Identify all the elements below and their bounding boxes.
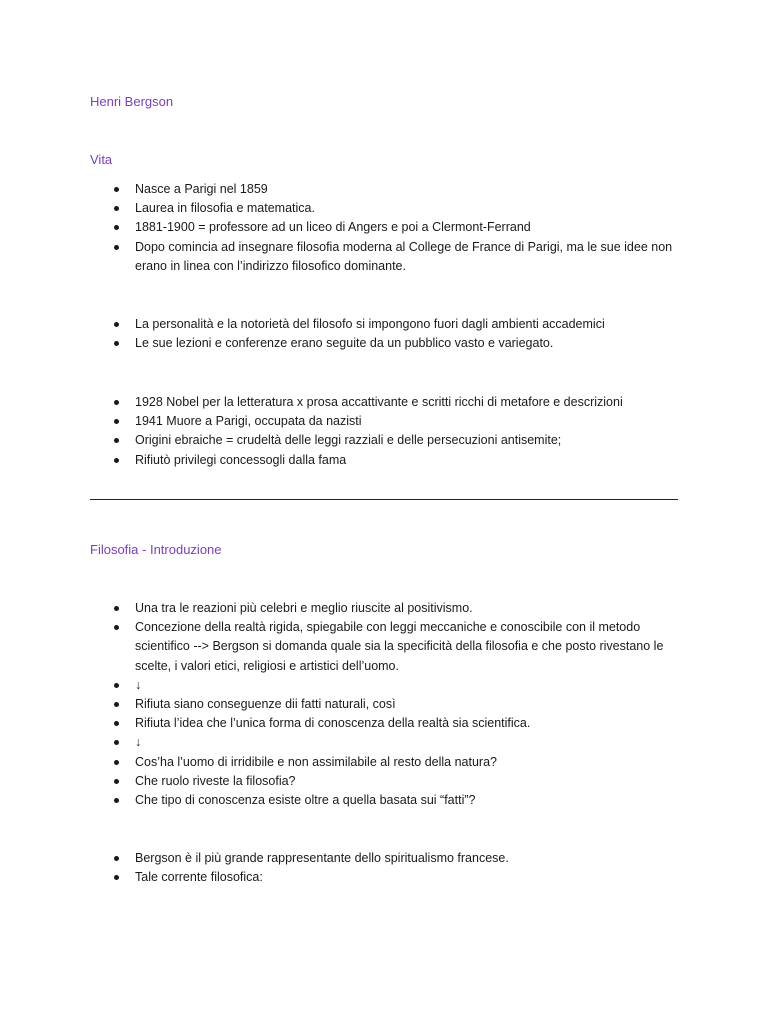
section-heading-vita: Vita (90, 152, 113, 167)
list-item: Dopo comincia ad insegnare filosofia moderna al College de France di Parigi, ma le sue idee non erano in linea con l’indirizzo filosofico dominante. (90, 238, 680, 276)
list-item: Che tipo di conoscenza esiste oltre a quella basata sui “fatti”? (90, 791, 680, 810)
section-heading-filosofia: Filosofia - Introduzione (90, 542, 222, 557)
list-item: Laurea in filosofia e matematica. (90, 199, 680, 218)
list-item: Origini ebraiche = crudeltà delle leggi razziali e delle persecuzioni antisemite; (90, 431, 680, 450)
list-item: Bergson è il più grande rappresentante dello spiritualismo francese. (90, 849, 680, 868)
list-item: Che ruolo riveste la filosofia? (90, 772, 680, 791)
vita-list-2 (90, 315, 680, 353)
list-item: La personalità e la notorietà del filosofo si impongono fuori dagli ambienti accademici (90, 315, 680, 334)
filosofia-list-1 (90, 599, 680, 810)
vita-list-1 (90, 180, 680, 276)
list-item: 1881-1900 = professore ad un liceo di Angers e poi a Clermont-Ferrand (90, 218, 680, 237)
list-item-arrow: ↓ (90, 676, 680, 695)
list-item: Concezione della realtà rigida, spiegabile con leggi meccaniche e conoscibile con il metodo scientifico --> Bergson si domanda quale sia la specificità della filosofia e che posto rivestano le scelte, i valori etici, religiosi e artistici dell’uomo. (90, 618, 680, 676)
list-item: Rifiuta siano conseguenze dii fatti naturali, così (90, 695, 680, 714)
list-item: Nasce a Parigi nel 1859 (90, 180, 680, 199)
vita-list-3 (90, 393, 680, 470)
list-item: Una tra le reazioni più celebri e meglio riuscite al positivismo. (90, 599, 680, 618)
document-title: Henri Bergson (90, 94, 174, 109)
list-item-arrow: ↓ (90, 733, 680, 752)
horizontal-divider (90, 499, 678, 500)
list-item: Le sue lezioni e conferenze erano seguite da un pubblico vasto e variegato. (90, 334, 680, 353)
list-item: Rifiuta l’idea che l’unica forma di conoscenza della realtà sia scientifica. (90, 714, 680, 733)
list-item: Rifiutò privilegi concessogli dalla fama (90, 451, 680, 470)
filosofia-list-2 (90, 849, 680, 887)
list-item: 1941 Muore a Parigi, occupata da nazisti (90, 412, 680, 431)
list-item: Cos’ha l’uomo di irridibile e non assimilabile al resto della natura? (90, 753, 680, 772)
list-item: 1928 Nobel per la letteratura x prosa accattivante e scritti ricchi di metafore e descrizioni (90, 393, 680, 412)
list-item: Tale corrente filosofica: (90, 868, 680, 887)
